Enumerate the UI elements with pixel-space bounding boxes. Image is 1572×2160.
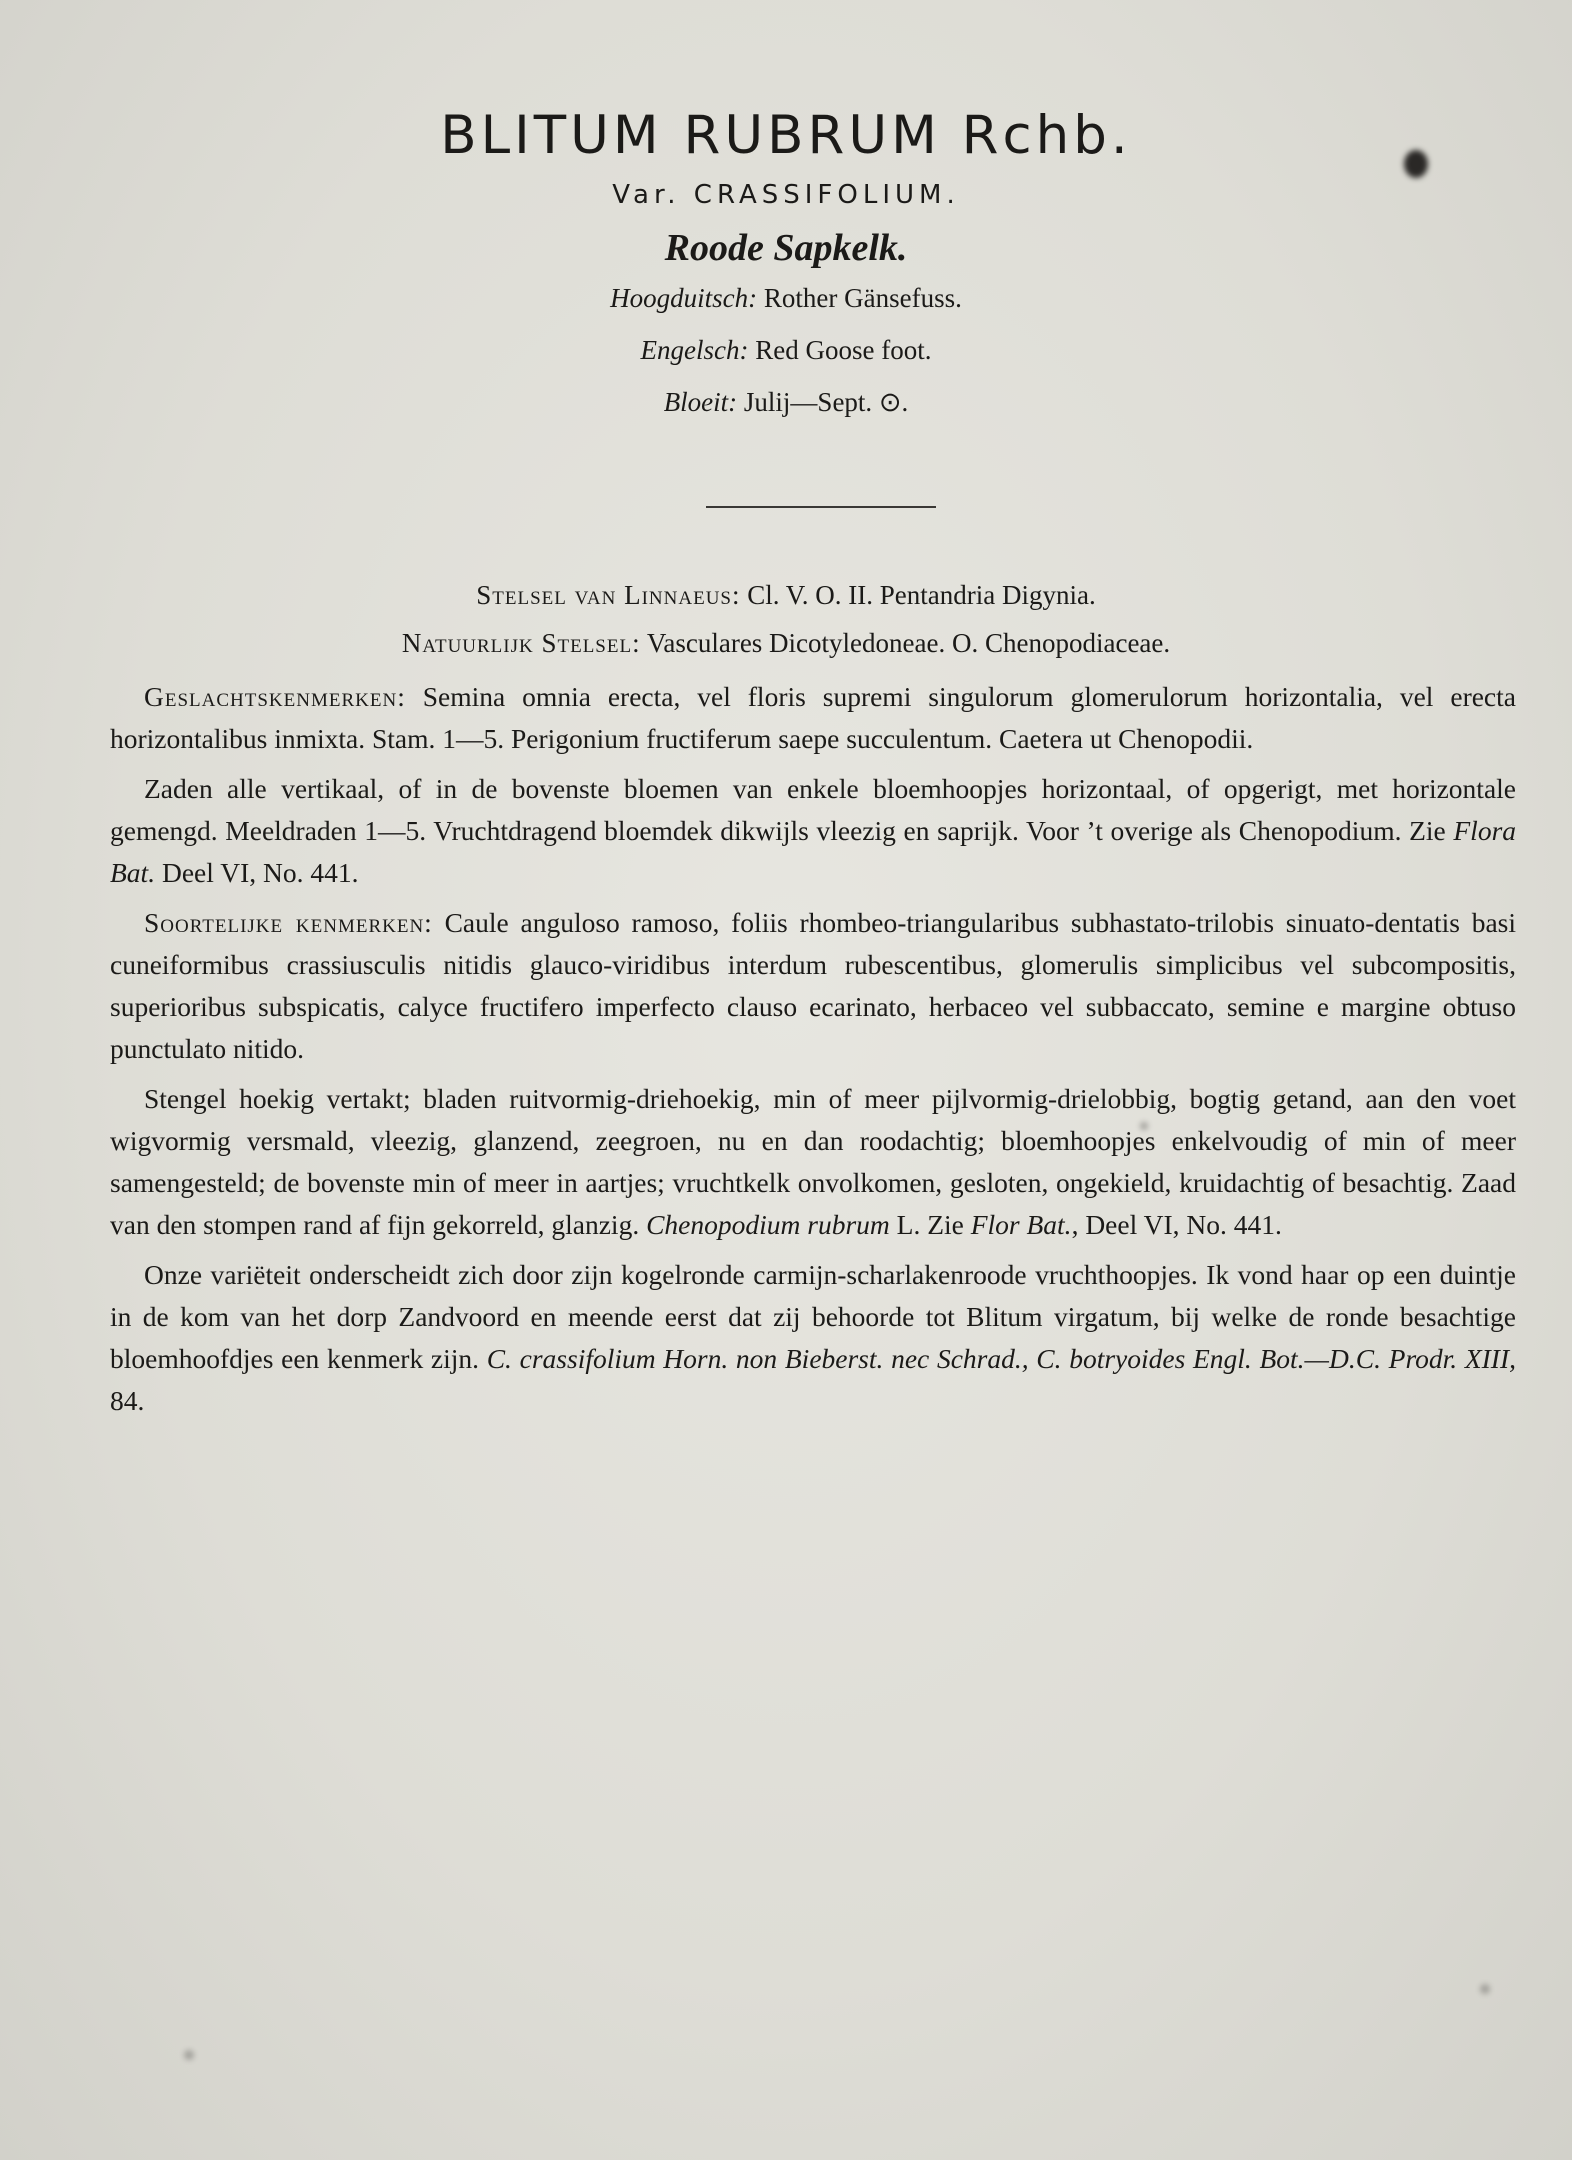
german-label: Hoogduitsch: [610, 283, 758, 313]
species-dutch-text: Stengel hoekig vertakt; bladen ruitvormig-driehoekig, min of meer pijlvormig-drielobbig, bogtig getand, aan den voet wigvormig versmald, vleezig, glanzend, zeegroen, nu en dan roodachtig; bloemhoopjes enkelvoudig of min of meer samengesteld; de bovenste min of meer in aartjes; vruchtkelk onvolkomen, gesloten, ongekield, kruidachtig of besachtig. Zaad van den stompen rand af fijn gekorreld, glanzig. [110, 1083, 1516, 1240]
species-dutch-paragraph [110, 1078, 1516, 1246]
english-name-line [0, 324, 1572, 376]
german-value: Rother Gänsefuss. [763, 283, 962, 313]
bloom-line [0, 376, 1572, 428]
chenopodium-reference: Chenopodium rubrum [646, 1209, 890, 1240]
natural-value: Vasculares Dicotyledoneae. O. Chenopodiaceae. [646, 628, 1171, 658]
species-label: Soortelijke kenmerken: [144, 907, 433, 938]
genus-dutch-paragraph [110, 768, 1516, 894]
species-dutch-mid: L. Zie [896, 1209, 964, 1240]
natural-label: Natuurlijk Stelsel: [401, 628, 641, 658]
natural-system-line [0, 628, 1572, 659]
dutch-name: Roode Sapkelk. [664, 227, 908, 269]
ink-speck [184, 2050, 194, 2060]
linnaeus-system-line [0, 580, 1572, 611]
page-header [0, 104, 1572, 428]
linnaeus-value: Cl. V. O. II. Pentandria Digynia. [747, 580, 1096, 610]
species-dutch-tail: , Deel VI, No. 441. [1071, 1209, 1282, 1240]
english-value: Red Goose foot. [755, 335, 932, 365]
linnaeus-label: Stelsel van Linnaeus: [476, 580, 741, 610]
description-body [110, 676, 1516, 1430]
species-latin-paragraph [110, 902, 1516, 1070]
genus-label: Geslachtskenmerken: [144, 681, 406, 712]
genus-latin-paragraph [110, 676, 1516, 760]
genus-latin-text: Semina omnia erecta, vel floris supremi singulorum glomerulorum horizontalia, vel erecta horizontalibus inmixta. Stam. 1—5. Perigonium fructiferum saepe succulentum. Caetera ut Chenopodii. [110, 681, 1516, 754]
species-latin-text: Caule anguloso ramoso, foliis rhombeo-triangularibus subhastato-trilobis sinuato-dentatis basi cuneiformibus crassiusculis nitidis glauco-viridibus interdum rubescentibus, glomerulis simplicibus vel subcompositis, superioribus subspicatis, calyce fructifero imperfecto clauso ecarinato, herbaceo vel subbaccato, semine e margine obtuso punctulato nitido. [110, 907, 1516, 1064]
genus-dutch-tail: Deel VI, No. 441. [161, 857, 359, 888]
variety-paragraph [110, 1254, 1516, 1422]
flor-bat-reference: Flor Bat. [970, 1209, 1072, 1240]
section-divider [706, 506, 936, 508]
synonyms-tail: 84. [110, 1385, 145, 1416]
bloom-label: Bloeit: [663, 387, 738, 417]
variety-text: Onze variëteit onderscheidt zich door zijn kogelronde carmijn-scharlakenroode vruchthoopjes. Ik vond haar op een duintje in de kom van het dorp Zandvoord en meende eerst dat zij behoorde tot Blitum virgatum, bij welke de ronde besachtige bloemhoofdjes een kenmerk zijn. [110, 1259, 1516, 1374]
german-name-line [0, 272, 1572, 324]
bloom-value: Julij—Sept. ⊙. [743, 387, 909, 417]
genus-dutch-text: Zaden alle vertikaal, of in de bovenste bloemen van enkele bloemhoopjes horizontaal, of opgerigt, met horizontale gemengd. Meeldraden 1—5. Vruchtdragend bloemdek dikwijls vleezig en saprijk. Voor ’t overige als Chenopodium. Zie [110, 773, 1516, 846]
flora-reference: Flora Bat. [110, 815, 1517, 888]
species-title: BLITUM RUBRUM Rchb. [440, 105, 1132, 166]
variety-name: Var. CRASSIFOLIUM. [612, 180, 960, 210]
ink-speck [1480, 1984, 1490, 1994]
synonyms-text: C. crassifolium Horn. non Bieberst. nec Schrad., C. botryoides Engl. Bot.—D.C. Prodr. XIII, [486, 1343, 1517, 1374]
english-label: Engelsch: [640, 335, 749, 365]
